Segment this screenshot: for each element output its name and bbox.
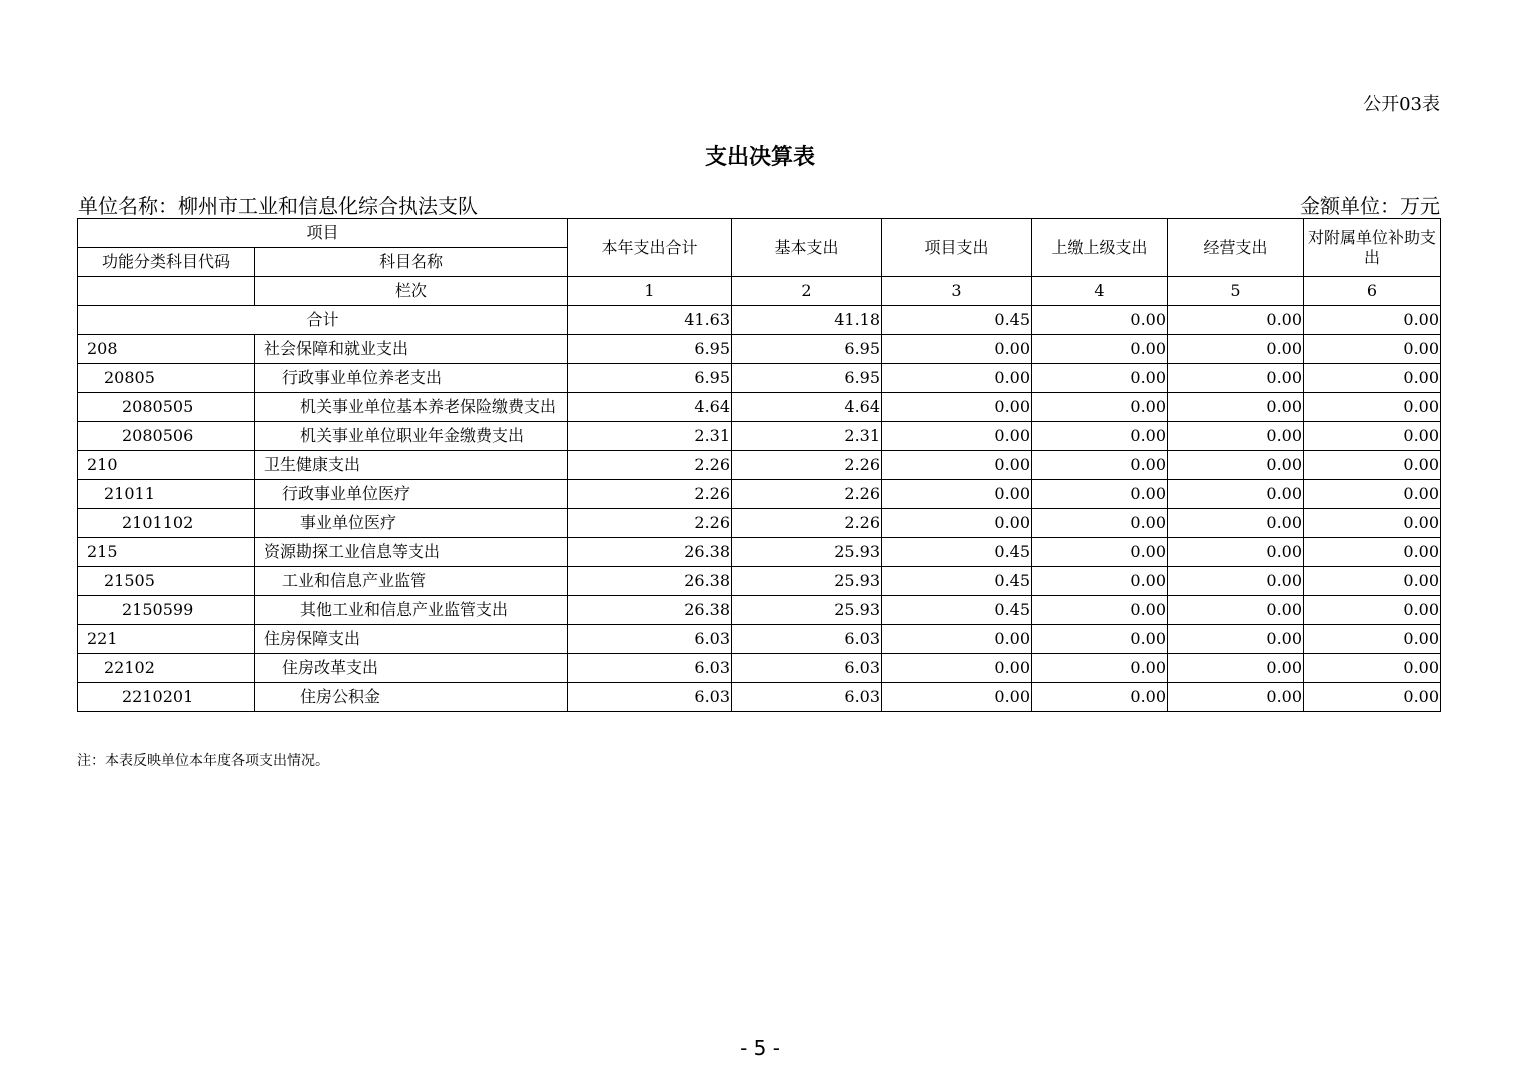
row-name: 资源勘探工业信息等支出: [255, 538, 568, 567]
row-value: 0.00: [1032, 422, 1168, 451]
row-value: 0.00: [1168, 625, 1304, 654]
header-project: 项目支出: [882, 219, 1032, 277]
row-value: 25.93: [732, 596, 882, 625]
row-value: 0.00: [1304, 364, 1441, 393]
unit-name: 单位名称：柳州市工业和信息化综合执法支队: [78, 194, 478, 218]
table-row: [78, 567, 1441, 596]
row-name: 工业和信息产业监管: [255, 567, 568, 596]
row-value: 0.00: [1032, 451, 1168, 480]
header-upper: 上缴上级支出: [1032, 219, 1168, 277]
row-value: 0.00: [882, 393, 1032, 422]
row-value: 2.26: [568, 451, 732, 480]
row-value: 0.00: [882, 509, 1032, 538]
row-value: 0.00: [882, 625, 1032, 654]
row-value: 0.00: [1032, 538, 1168, 567]
header-basic: 基本支出: [732, 219, 882, 277]
row-value: 0.00: [1304, 683, 1441, 712]
row-value: 6.95: [568, 335, 732, 364]
table-row: [78, 422, 1441, 451]
total-value: 0.45: [882, 306, 1032, 335]
row-value: 2.26: [732, 480, 882, 509]
row-value: 0.00: [1032, 625, 1168, 654]
row-value: 0.00: [1032, 567, 1168, 596]
row-value: 0.00: [1304, 654, 1441, 683]
row-value: 0.00: [882, 422, 1032, 451]
column-number: 1: [568, 277, 732, 306]
table-row: [78, 683, 1441, 712]
total-value: 41.63: [568, 306, 732, 335]
row-value: 0.00: [1304, 567, 1441, 596]
row-value: 2.31: [568, 422, 732, 451]
table-row: [78, 451, 1441, 480]
row-name: 事业单位医疗: [255, 509, 568, 538]
row-value: 6.03: [568, 683, 732, 712]
row-value: 0.00: [1168, 567, 1304, 596]
row-value: 26.38: [568, 567, 732, 596]
table-row: [78, 596, 1441, 625]
total-value: 0.00: [1304, 306, 1441, 335]
row-code: 208: [78, 335, 255, 364]
row-value: 0.00: [1168, 480, 1304, 509]
row-code: 221: [78, 625, 255, 654]
row-name: 机关事业单位基本养老保险缴费支出: [255, 393, 568, 422]
table-row: [78, 393, 1441, 422]
row-value: 0.00: [882, 451, 1032, 480]
total-value: 41.18: [732, 306, 882, 335]
row-value: 0.00: [1032, 596, 1168, 625]
row-value: 0.00: [1032, 683, 1168, 712]
row-name: 住房公积金: [255, 683, 568, 712]
row-value: 25.93: [732, 538, 882, 567]
row-value: 2.26: [732, 451, 882, 480]
row-value: 0.00: [1032, 393, 1168, 422]
row-value: 6.03: [568, 654, 732, 683]
row-name: 行政事业单位医疗: [255, 480, 568, 509]
row-value: 6.03: [732, 683, 882, 712]
expenditure-table: [77, 218, 1441, 712]
total-value: 0.00: [1168, 306, 1304, 335]
row-name: 其他工业和信息产业监管支出: [255, 596, 568, 625]
table-row: [78, 364, 1441, 393]
page-title: 支出决算表: [704, 145, 815, 170]
row-name: 住房保障支出: [255, 625, 568, 654]
row-value: 0.00: [1168, 538, 1304, 567]
row-value: 6.95: [732, 364, 882, 393]
row-value: 0.00: [1304, 451, 1441, 480]
row-value: 6.03: [732, 625, 882, 654]
row-code: 22102: [78, 654, 255, 683]
total-row: [78, 306, 1441, 335]
row-value: 4.64: [732, 393, 882, 422]
row-value: 6.95: [732, 335, 882, 364]
row-value: 6.95: [568, 364, 732, 393]
row-code: 215: [78, 538, 255, 567]
row-value: 0.00: [1168, 422, 1304, 451]
table-row: [78, 335, 1441, 364]
row-value: 4.64: [568, 393, 732, 422]
row-value: 0.00: [1304, 422, 1441, 451]
row-value: 6.03: [732, 654, 882, 683]
row-value: 0.00: [1304, 538, 1441, 567]
row-value: 0.00: [1168, 509, 1304, 538]
row-name: 住房改革支出: [255, 654, 568, 683]
form-number: 公开03表: [1363, 94, 1440, 115]
row-value: 0.45: [882, 538, 1032, 567]
table-row: [78, 480, 1441, 509]
row-value: 0.00: [1168, 451, 1304, 480]
row-value: 0.00: [1168, 393, 1304, 422]
row-value: 0.00: [1304, 509, 1441, 538]
header-business: 经营支出: [1168, 219, 1304, 277]
row-code: 20805: [78, 364, 255, 393]
row-name: 行政事业单位养老支出: [255, 364, 568, 393]
row-value: 26.38: [568, 538, 732, 567]
header-name: 科目名称: [255, 248, 568, 277]
row-value: 0.00: [882, 654, 1032, 683]
row-value: 0.00: [1032, 364, 1168, 393]
row-code: 2080505: [78, 393, 255, 422]
row-value: 0.00: [1304, 393, 1441, 422]
row-name: 机关事业单位职业年金缴费支出: [255, 422, 568, 451]
row-value: 0.00: [1168, 654, 1304, 683]
column-number: 6: [1304, 277, 1441, 306]
header-total: 本年支出合计: [568, 219, 732, 277]
row-value: 2.26: [732, 509, 882, 538]
row-value: 0.00: [1032, 480, 1168, 509]
table-row: [78, 654, 1441, 683]
row-value: 25.93: [732, 567, 882, 596]
row-value: 0.00: [882, 480, 1032, 509]
row-code: 21011: [78, 480, 255, 509]
row-value: 2.26: [568, 509, 732, 538]
row-value: 0.00: [1168, 364, 1304, 393]
column-number: 2: [732, 277, 882, 306]
row-value: 2.31: [732, 422, 882, 451]
total-label: 合计: [78, 306, 568, 335]
row-code: 210: [78, 451, 255, 480]
row-value: 6.03: [568, 625, 732, 654]
table-note: 注：本表反映单位本年度各项支出情况。: [77, 753, 329, 769]
column-number: 5: [1168, 277, 1304, 306]
table-row: [78, 509, 1441, 538]
row-value: 26.38: [568, 596, 732, 625]
row-value: 0.00: [1304, 625, 1441, 654]
column-number: 4: [1032, 277, 1168, 306]
row-value: 0.00: [1304, 335, 1441, 364]
row-value: 0.00: [1168, 335, 1304, 364]
row-code: 2080506: [78, 422, 255, 451]
row-code: 2210201: [78, 683, 255, 712]
row-name: 卫生健康支出: [255, 451, 568, 480]
row-code: 21505: [78, 567, 255, 596]
row-value: 0.00: [882, 335, 1032, 364]
row-value: 2.26: [568, 480, 732, 509]
column-label-blank: [78, 277, 255, 306]
row-value: 0.00: [1168, 596, 1304, 625]
row-value: 0.45: [882, 567, 1032, 596]
table-row: [78, 625, 1441, 654]
header-subsidy: 对附属单位补助支出: [1304, 219, 1441, 277]
total-value: 0.00: [1032, 306, 1168, 335]
row-name: 社会保障和就业支出: [255, 335, 568, 364]
table-row: [78, 538, 1441, 567]
column-number: 3: [882, 277, 1032, 306]
row-value: 0.00: [1304, 480, 1441, 509]
row-value: 0.00: [1168, 683, 1304, 712]
row-value: 0.00: [1032, 509, 1168, 538]
row-code: 2101102: [78, 509, 255, 538]
row-value: 0.00: [882, 683, 1032, 712]
row-value: 0.00: [1032, 335, 1168, 364]
header-item: 项目: [78, 219, 568, 248]
header-code: 功能分类科目代码: [78, 248, 255, 277]
amount-unit: 金额单位：万元: [1300, 194, 1440, 218]
row-value: 0.45: [882, 596, 1032, 625]
row-code: 2150599: [78, 596, 255, 625]
column-label: 栏次: [255, 277, 568, 306]
row-value: 0.00: [1304, 596, 1441, 625]
page-number: - 5 -: [740, 1036, 780, 1060]
row-value: 0.00: [1032, 654, 1168, 683]
row-value: 0.00: [882, 364, 1032, 393]
